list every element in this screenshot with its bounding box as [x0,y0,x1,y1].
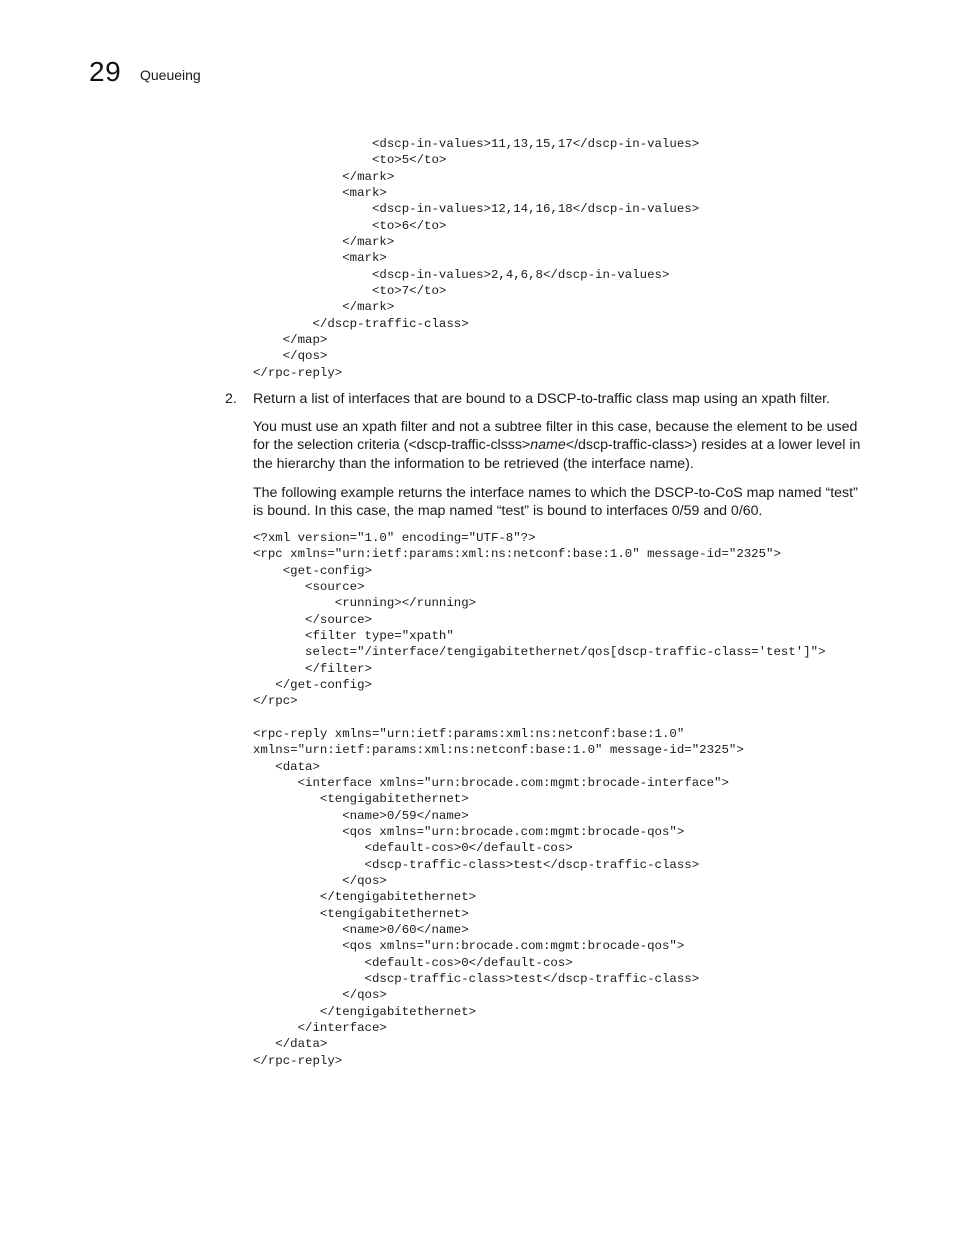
paragraph-xpath-emphasis: name [530,437,566,454]
paragraph-xpath-after: </dscp-traffic-class>) resides at a lower level in the hierarchy than the information to be retrieved (the interface name). [253,437,861,472]
code-block-rpc-request: <?xml version="1.0" encoding="UTF-8"?> <rpc xmlns="urn:ietf:params:xml:ns:netconf:base:1.0" message-id="2325"> <get-config> <source> <running></running> </source> <filter type="xpath" select="/interface/tengigabitethernet/qos[dscp-traffic-class='test']"> </filter> </get-config> </rpc> [253,531,826,709]
code-block-rpc-reply: <rpc-reply xmlns="urn:ietf:params:xml:ns:netconf:base:1.0" xmlns="urn:ietf:params:xml:ns:netconf:base:1.0" message-id="2325"> <data> <interface xmlns="urn:brocade.com:mgmt:brocade-interface"> <tengigabitethernet> <name>0/59</name> <qos xmlns="urn:brocade.com:mgmt:brocade-qos"> <default-cos>0</default-cos> <dscp-traffic-class>test</dscp-traffic-class> </qos> </tengigabitethernet> <tengigabitethernet> <name>0/60</name> <qos xmlns="urn:brocade.com:mgmt:brocade-qos"> <default-cos>0</default-cos> <dscp-traffic-class>test</dscp-traffic-class> </qos> </tengigabitethernet> </interface> </data> </rpc-reply> [253,727,744,1068]
paragraph-example-description: The following example returns the interface names to which the DSCP-to-CoS map named “test” is bound. In this case, the map named “test” is bound to interfaces 0/59 and 0/60. [253,485,858,520]
chapter-number: 29 [89,56,122,87]
step-text: Return a list of interfaces that are bound to a DSCP-to-traffic class map using an xpath filter. [253,391,830,407]
paragraph-xpath-explanation [253,418,868,473]
chapter-title: Queueing [140,67,201,83]
step-number: 2. [225,391,237,407]
paragraph-xpath-before: You must use an xpath filter and not a subtree filter in this case, because the element to be used for the selection criteria (<dscp-traffic-clsss> [253,419,858,454]
code-block-rpc-reply-end: <dscp-in-values>11,13,15,17</dscp-in-values> <to>5</to> </mark> <mark> <dscp-in-values>12,14,16,18</dscp-in-values> <to>6</to> </mark> <mark> <dscp-in-values>2,4,6,8</dscp-in-values> <to>7</to> </mark> </dscp-traffic-class> </map> </qos> </rpc-reply> [253,137,700,380]
